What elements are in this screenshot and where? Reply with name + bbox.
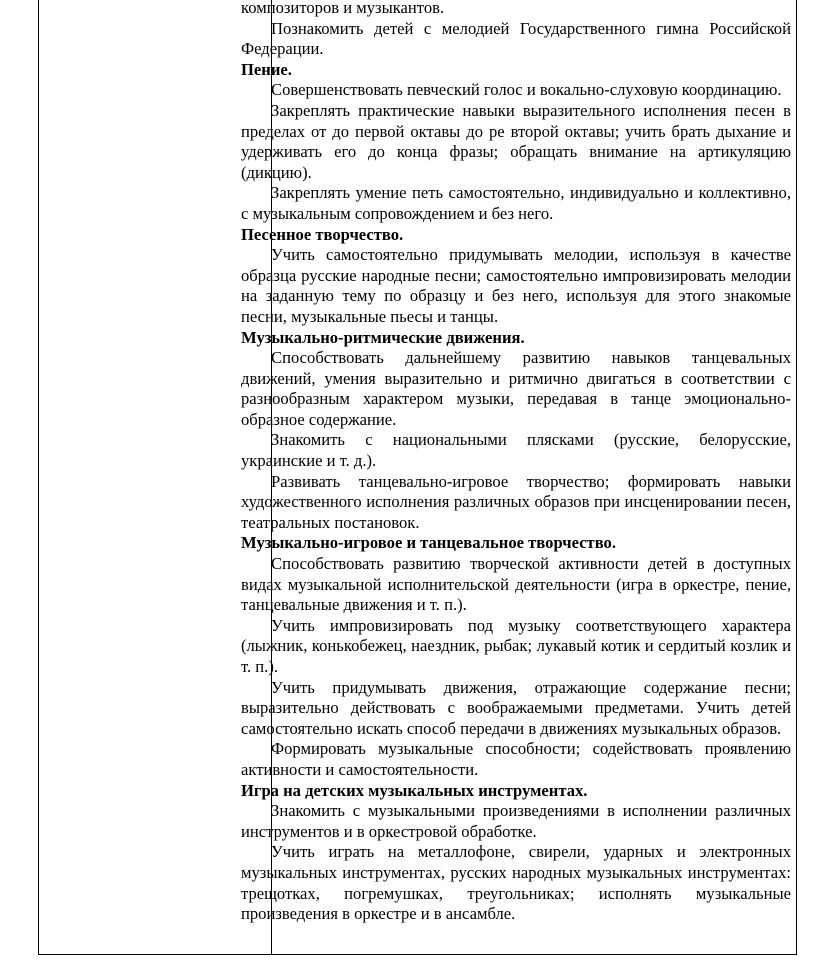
paragraph: Учить придумывать движения, отражающие содержание песни; выразительно действовать с воображаемыми предметами. Учить детей самостоятельно искать способ передачи в движениях музыкальных образов. — [241, 677, 791, 738]
section-heading-instruments: Игра на детских музыкальных инструментах. — [241, 780, 588, 800]
paragraph: Совершенствовать певческий голос и вокально-слуховую координацию. — [271, 80, 782, 100]
paragraph: Знакомить с музыкальными произведениями в исполнении различных инструментов и в оркестровой обработке. — [241, 801, 791, 841]
paragraph: Учить играть на металлофоне, свирели, ударных и электронных музыкальных инструментах, русских народных музыкальных инструментах: трещотках, погремушках, треугольниках; исполнять музыкальные произведения в оркестре и в ансамбле. — [241, 842, 791, 924]
section-heading-singing: Пение. — [241, 59, 292, 79]
paragraph: Способствовать дальнейшему развитию навыков танцевальных движений, умения выразительно и ритмично двигаться в соответствии с разнообразным характером музыки, передавая в танце эмоционально-образное содержание. — [241, 348, 791, 429]
paragraph: Развивать танцевально-игровое творчество; формировать навыки художественного исполнения различных образов при инсценировании песен, театральных постановок. — [241, 471, 791, 532]
section-heading-song-creativity: Песенное творчество. — [241, 224, 404, 244]
paragraph: Учить самостоятельно придумывать мелодии, используя в качестве образца русские народные песни; самостоятельно импровизировать мелодии на заданную тему по образцу и без него, используя для этого знакомые песни, музыкальные пьесы и танцы. — [241, 245, 791, 326]
paragraph: Закреплять умение петь самостоятельно, индивидуально и коллективно, с музыкальным сопровождением и без него. — [241, 183, 791, 223]
paragraph: композиторов и музыкантов. — [241, 0, 445, 17]
paragraph: Способствовать развитию творческой активности детей в доступных видах музыкальной исполнительской деятельности (игра в оркестре, пение, танцевальные движения и т. п.). — [241, 554, 791, 615]
paragraph: Знакомить с национальными плясками (русские, белорусские, украинские и т. д.). — [241, 430, 791, 471]
paragraph: Познакомить детей с мелодией Государственного гимна Российской Федерации. — [241, 18, 791, 59]
table-cell-content — [241, 0, 791, 925]
paragraph: Учить импровизировать под музыку соответствующего характера (лыжник, конькобежец, наездник, рыбак; лукавый котик и сердитый козлик и т. п.). — [241, 615, 791, 676]
section-heading-rhythmic-movements: Музыкально-ритмические движения. — [241, 327, 525, 347]
paragraph: Формировать музыкальные способности; содействовать проявлению активности и самостоятельности. — [241, 739, 791, 779]
section-heading-game-dance-creativity: Музыкально-игровое и танцевальное творчество. — [241, 533, 617, 553]
paragraph: Закреплять практические навыки выразительного исполнения песен в пределах от до первой октавы до ре второй октавы; учить брать дыхание и удерживать его до конца фразы; обращать внимание на артикуляцию (дикцию). — [241, 100, 791, 182]
